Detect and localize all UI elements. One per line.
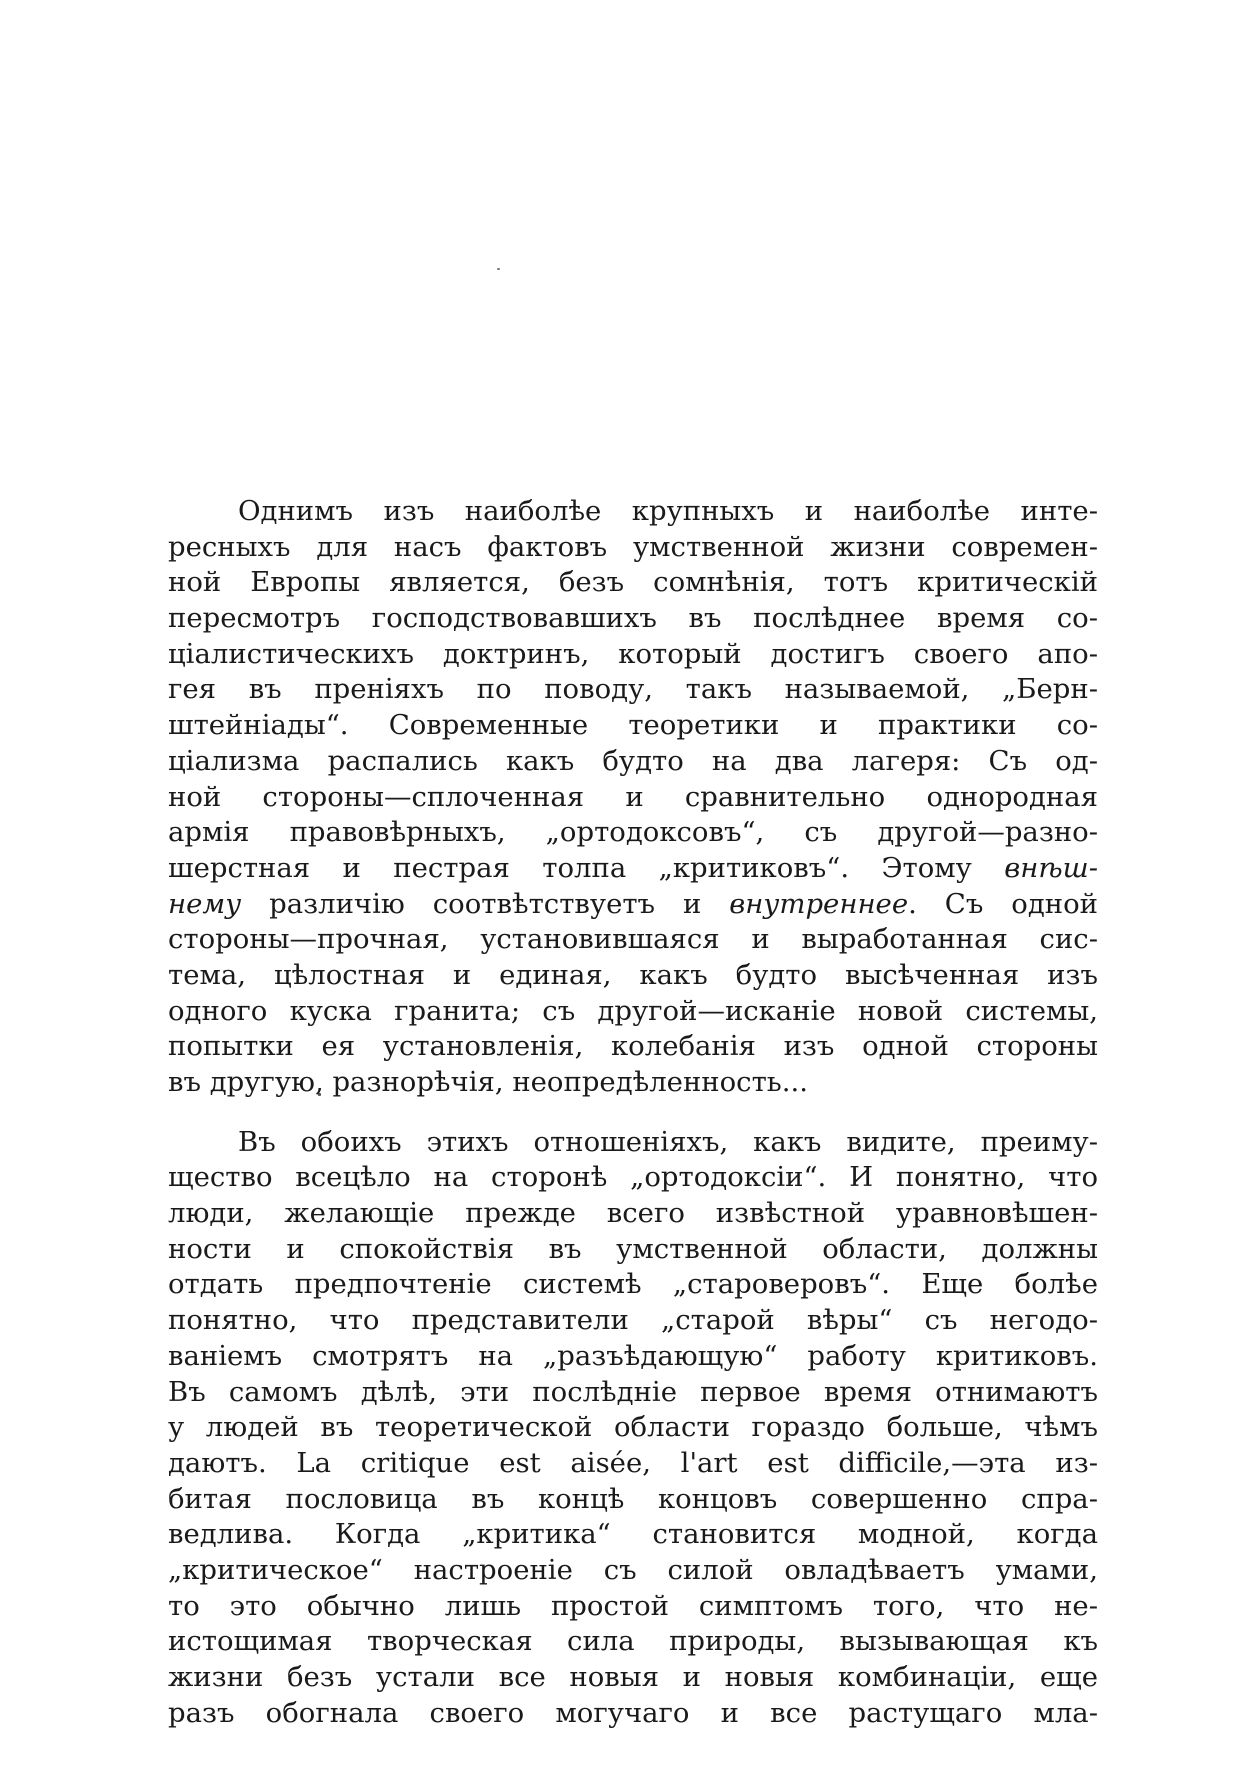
text-line: шерстная и пестрая толпа „критиковъ“. Этому внѣш- <box>168 851 1098 884</box>
text-line: нему различію соотвѣтствуетъ и внутреннее. Съ одной <box>168 887 1098 920</box>
text-line: ваніемъ смотрятъ на „разъѣдающую“ работу критиковъ. <box>168 1339 1098 1372</box>
body-text <box>168 494 1098 1731</box>
print-speck <box>497 268 500 270</box>
text-line: ціалистическихъ доктринъ, который достигъ своего апо- <box>168 637 1098 670</box>
text-line: въ другую, разнорѣчія, неопредѣленность... <box>168 1066 808 1098</box>
text-line: штейніады“. Современные теоретики и практики со- <box>168 709 1098 742</box>
text-line: Однимъ изъ наиболѣе крупныхъ и наиболѣе инте- <box>238 495 1098 527</box>
text-line: пересмотръ господствовавшихъ въ послѣднее время со- <box>168 602 1098 635</box>
text-line: „критическое“ настроеніе съ силой овладѣваетъ умами, <box>168 1553 1098 1586</box>
text-line: даютъ. La critique est aisée, l'art est difficile,—эта из- <box>168 1446 1098 1479</box>
text-line: ной стороны—сплоченная и сравнительно однородная <box>168 780 1098 813</box>
text-line: щество всецѣло на сторонѣ „ортодоксіи“. И понятно, что <box>168 1161 1098 1194</box>
paragraph-gap <box>168 1101 1098 1125</box>
text-line: люди, желающіе прежде всего извѣстной уравновѣшен- <box>168 1197 1098 1230</box>
text-line: ведлива. Когда „критика“ становится модной, когда <box>168 1518 1098 1551</box>
paragraph-2 <box>168 1125 1098 1732</box>
text-line: тема, цѣлостная и единая, какъ будто высѣченная изъ <box>168 958 1098 991</box>
text-line: жизни безъ устали все новыя и новыя комбинаціи, еще <box>168 1661 1098 1693</box>
paragraph-1 <box>168 494 1098 1101</box>
text-line: ности и спокойствія въ умственной области, должны <box>168 1232 1098 1265</box>
text-line: стороны—прочная, установившаяся и выработанная сис- <box>168 923 1098 956</box>
text-line: одного куска гранита; съ другой—исканіе новой системы, <box>168 994 1098 1027</box>
text-line: истощимая творческая сила природы, вызывающая къ <box>168 1625 1098 1658</box>
text-line: попытки ея установленія, колебанія изъ одной стороны <box>168 1030 1098 1063</box>
text-line: битая пословица въ концѣ концовъ совершенно спра- <box>168 1482 1098 1515</box>
text-line: разъ обогнала своего могучаго и все растущаго мла- <box>168 1696 1098 1729</box>
text-line: то это обычно лишь простой симптомъ того, что не- <box>168 1589 1098 1622</box>
text-line: у людей въ теоретической области гораздо больше, чѣмъ <box>168 1411 1098 1444</box>
text-line: отдать предпочтеніе системѣ „староверовъ“. Еще болѣе <box>168 1268 1098 1301</box>
text-line: ресныхъ для насъ фактовъ умственной жизни современ- <box>168 530 1098 563</box>
text-line: армія правовѣрныхъ, „ортодоксовъ“, съ другой—разно- <box>168 816 1098 849</box>
text-line: понятно, что представители „старой вѣры“ съ негодо- <box>168 1304 1098 1337</box>
text-line: Въ самомъ дѣлѣ, эти послѣдніе первое время отнимаютъ <box>168 1375 1098 1408</box>
text-line: гея въ преніяхъ по поводу, такъ называемой, „Берн- <box>168 673 1098 706</box>
text-line: ной Европы является, безъ сомнѣнія, тотъ критическій <box>168 566 1098 599</box>
italic-emphasis: нему <box>168 887 242 920</box>
italic-emphasis: внутреннее <box>729 887 909 920</box>
italic-emphasis: внѣш- <box>1004 851 1098 884</box>
text-line: Въ обоихъ этихъ отношеніяхъ, какъ видите, преиму- <box>238 1125 1098 1158</box>
text-line: ціализма распались какъ будто на два лагеря: Съ од- <box>168 744 1098 777</box>
